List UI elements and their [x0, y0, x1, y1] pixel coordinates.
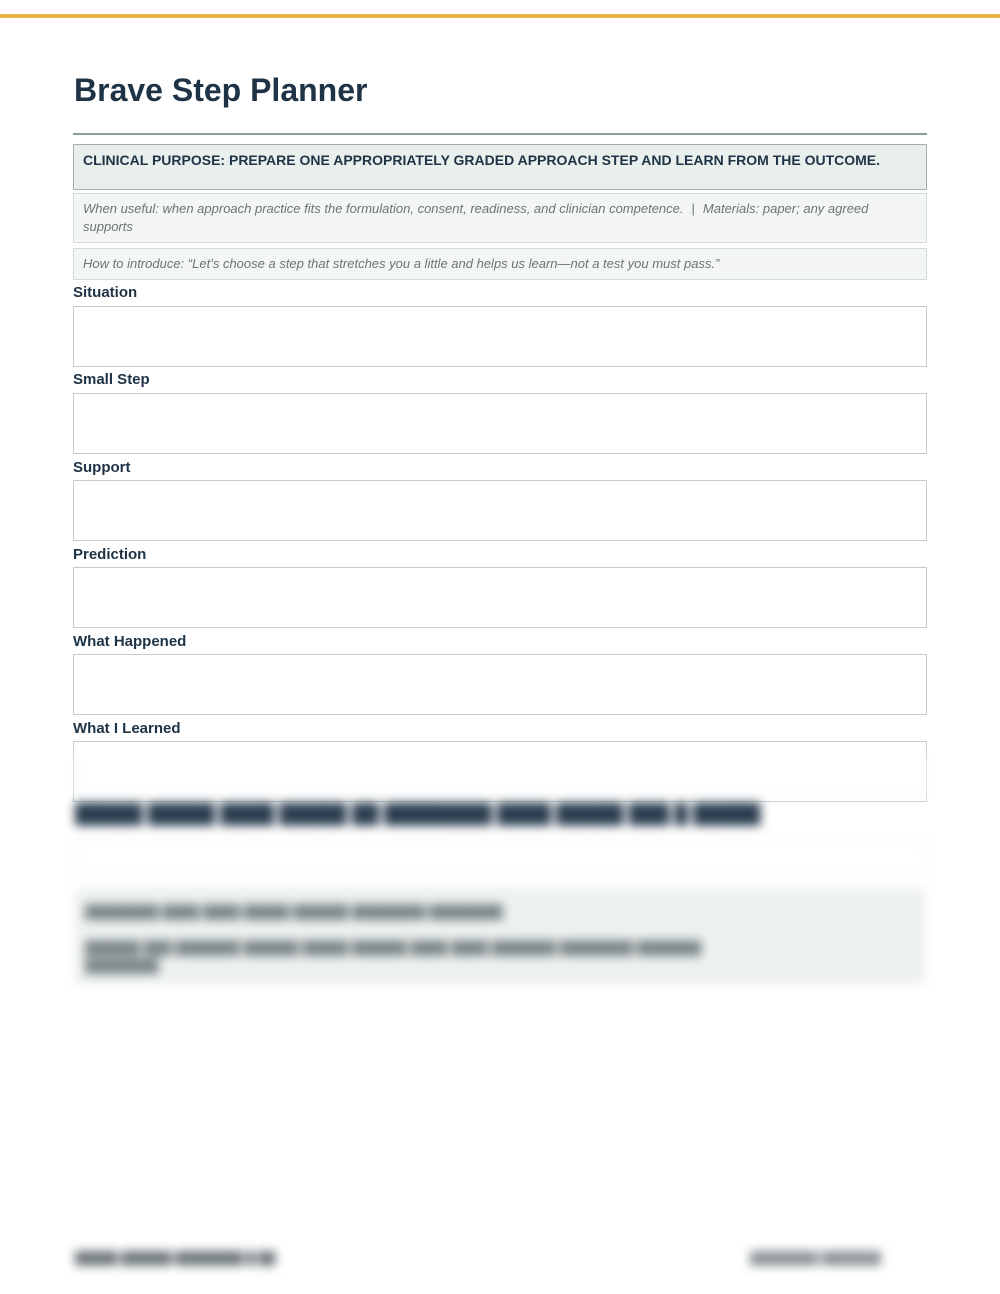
top-accent-rule — [0, 14, 1000, 18]
field-box-what-happened[interactable] — [73, 654, 927, 715]
when-useful-note — [73, 193, 927, 243]
blurred-content — [0, 748, 1000, 1294]
clinical-purpose-banner: CLINICAL PURPOSE: PREPARE ONE APPROPRIATELY GRADED APPROACH STEP AND LEARN FROM THE OUTCOME. — [73, 144, 927, 190]
blurred-box — [75, 840, 927, 878]
note-separator: | — [691, 201, 695, 216]
field-box-situation[interactable] — [73, 306, 927, 367]
field-box-small-step[interactable] — [73, 393, 927, 454]
how-to-introduce-note: How to introduce: “Let’s choose a step that stretches you a little and helps us learn—not a test you must pass.” — [73, 248, 927, 280]
field-box-support[interactable] — [73, 480, 927, 541]
page-title: Brave Step Planner — [74, 72, 368, 108]
when-useful-text: When useful: when approach practice fits the formulation, consent, readiness, and clinician competence. — [83, 201, 684, 216]
blurred-heading: █████ █████ ████ █████ ██ ████████ ████ █████ ███ █ █████ — [75, 804, 761, 825]
field-label-what-happened: What Happened — [73, 633, 187, 650]
field-label-support: Support — [73, 459, 131, 476]
blurred-panel-line-3: ████████ — [85, 958, 159, 973]
title-divider — [73, 133, 927, 135]
preview-blur-overlay — [0, 748, 1000, 1294]
blurred-panel — [75, 888, 925, 984]
field-box-prediction[interactable] — [73, 567, 927, 628]
field-label-what-i-learned: What I Learned — [73, 720, 181, 737]
blurred-footer-left: █████ ██████ ████████ █ ██ — [75, 1251, 276, 1265]
blurred-footer-right: ████████ ███████ — [750, 1251, 881, 1265]
blurred-field-continuation — [75, 756, 927, 797]
field-label-situation: Situation — [73, 284, 138, 301]
materials-text: Materials: paper; any agreed supports — [83, 201, 869, 234]
field-label-prediction: Prediction — [73, 546, 147, 563]
field-label-small-step: Small Step — [73, 371, 150, 388]
blurred-panel-line-1: ████████ ████ ████ █████ ██████ ████████ ████████ — [85, 904, 503, 919]
blurred-panel-line-2: ██████ ███ ███████ ██████ █████ ██████ ████ ████ ███████ ████████ ███████ — [85, 940, 702, 955]
